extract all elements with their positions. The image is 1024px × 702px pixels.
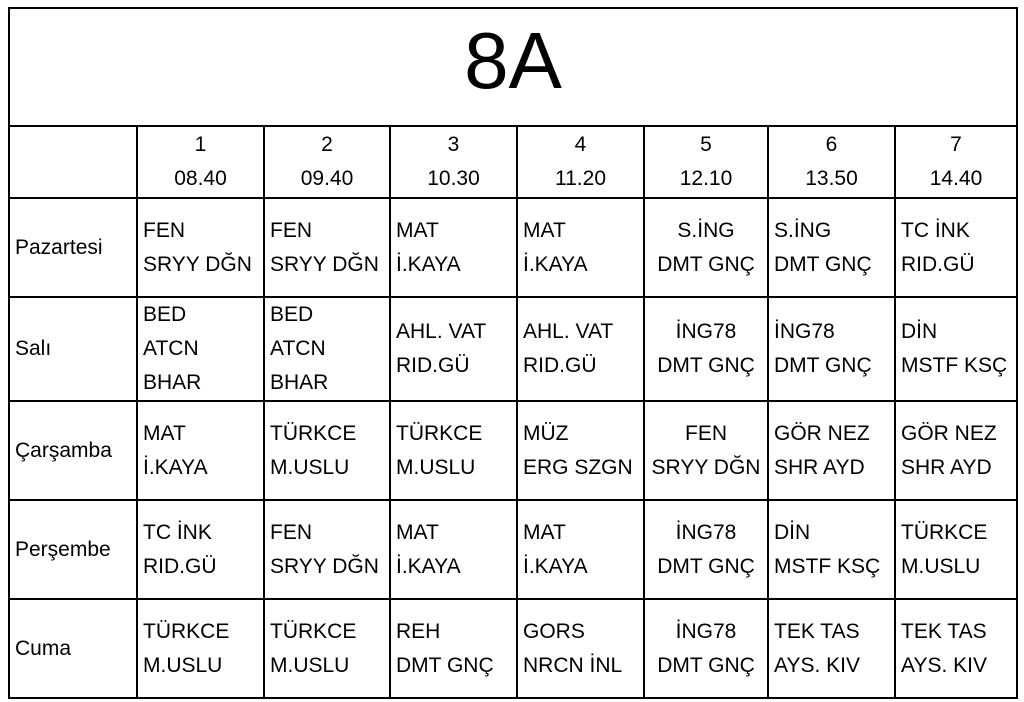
lesson-teacher: SHR AYD xyxy=(774,455,865,479)
timetable xyxy=(8,7,1018,699)
lesson-subject: MAT xyxy=(523,218,566,242)
day-name: Salı xyxy=(9,297,137,401)
lesson-cell xyxy=(644,401,768,500)
lesson-teacher: SRYY DĞN xyxy=(651,455,761,479)
lesson-teacher: AYS. KIV xyxy=(901,653,987,677)
lesson-cell xyxy=(768,297,895,401)
lesson-cell xyxy=(768,198,895,297)
lesson-cell xyxy=(390,500,517,599)
day-name: Cuma xyxy=(9,599,137,698)
lesson-teacher: BHAR xyxy=(143,371,202,394)
lesson-teacher: DMT GNÇ xyxy=(657,252,755,276)
lesson-cell xyxy=(390,198,517,297)
lesson-teacher: DMT GNÇ xyxy=(657,554,755,578)
lesson-cell xyxy=(895,198,1017,297)
lesson-teacher: RID.GÜ xyxy=(396,354,470,377)
corner-cell xyxy=(9,126,137,198)
lesson-cell xyxy=(644,297,768,401)
period-time: 11.20 xyxy=(555,167,606,190)
lesson-subject: İNG78 xyxy=(774,320,835,343)
day-row xyxy=(9,500,1017,599)
lesson-subject: BED xyxy=(270,303,314,326)
period-header-5 xyxy=(644,126,768,198)
lesson-teacher: M.USLU xyxy=(270,455,350,479)
lesson-teacher: ERG SZGN xyxy=(523,455,633,479)
lesson-subject: MAT xyxy=(396,520,439,544)
lesson-subject: TEK TAS xyxy=(774,619,860,643)
lesson-subject: FEN xyxy=(143,218,185,242)
period-header-4 xyxy=(517,126,644,198)
lesson-teacher: SRYY DĞN xyxy=(270,554,379,578)
lesson-cell xyxy=(644,198,768,297)
lesson-subject: İNG78 xyxy=(675,320,737,343)
lesson-subject: REH xyxy=(396,619,441,643)
class-title-cell xyxy=(9,8,1017,126)
period-header-3 xyxy=(390,126,517,198)
lesson-cell xyxy=(768,401,895,500)
lesson-cell xyxy=(390,401,517,500)
lesson-subject: TC İNK xyxy=(143,520,212,544)
lesson-subject: FEN xyxy=(685,421,727,445)
lesson-cell xyxy=(517,599,644,698)
period-number: 2 xyxy=(321,133,333,156)
lesson-teacher: RID.GÜ xyxy=(143,554,217,578)
period-number: 3 xyxy=(447,133,460,156)
lesson-cell xyxy=(768,500,895,599)
lesson-subject: S.İNG xyxy=(677,218,735,242)
lesson-teacher: İ.KAYA xyxy=(143,455,208,479)
lesson-cell xyxy=(644,500,768,599)
period-time: 08.40 xyxy=(174,167,227,190)
lesson-teacher: AYS. KIV xyxy=(774,653,860,677)
lesson-subject: TEK TAS xyxy=(901,619,987,643)
lesson-cell xyxy=(137,599,264,698)
lesson-cell xyxy=(895,297,1017,401)
period-number: 1 xyxy=(194,133,207,156)
lesson-subject: S.İNG xyxy=(774,218,832,242)
lesson-teacher: M.USLU xyxy=(270,653,350,677)
lesson-subject: TÜRKCE xyxy=(143,619,230,643)
day-row xyxy=(9,599,1017,698)
period-time: 12.10 xyxy=(679,167,733,190)
lesson-cell xyxy=(264,500,390,599)
lesson-subject: AHL. VAT xyxy=(396,320,487,343)
lesson-subject: GÖR NEZ xyxy=(901,421,997,445)
lesson-subject: DİN xyxy=(774,520,811,544)
period-number: 7 xyxy=(950,133,962,156)
day-name: Perşembe xyxy=(9,500,137,599)
lesson-teacher: İ.KAYA xyxy=(396,554,461,578)
lesson-subject: AHL. VAT xyxy=(523,320,614,343)
lesson-teacher: BHAR xyxy=(270,371,329,394)
lesson-teacher: İ.KAYA xyxy=(523,252,588,276)
lesson-subject: TÜRKCE xyxy=(270,421,357,445)
lesson-cell xyxy=(895,401,1017,500)
period-header-6 xyxy=(768,126,895,198)
lesson-teacher: DMT GNÇ xyxy=(774,252,872,276)
lesson-teacher: M.USLU xyxy=(143,653,223,677)
period-number: 5 xyxy=(700,133,712,156)
lesson-subject: İNG78 xyxy=(675,520,737,544)
lesson-cell xyxy=(264,198,390,297)
lesson-teacher: RID.GÜ xyxy=(523,354,597,377)
lesson-cell xyxy=(895,500,1017,599)
lesson-subject: MAT xyxy=(396,218,439,242)
period-time: 13.50 xyxy=(805,167,858,190)
period-header-7 xyxy=(895,126,1017,198)
period-time: 10.30 xyxy=(427,167,480,190)
lesson-subject: MÜZ xyxy=(523,421,569,445)
period-header-row xyxy=(9,126,1017,198)
lesson-cell xyxy=(264,401,390,500)
period-number: 6 xyxy=(825,133,838,156)
lesson-cell xyxy=(264,599,390,698)
lesson-subject: DİN xyxy=(901,320,938,343)
lesson-subject: FEN xyxy=(270,520,312,544)
lesson-cell xyxy=(137,297,264,401)
lesson-teacher: DMT GNÇ xyxy=(657,354,755,377)
lesson-cell xyxy=(644,599,768,698)
lesson-cell xyxy=(390,297,517,401)
lesson-teacher: MSTF KSÇ xyxy=(774,554,881,578)
lesson-cell xyxy=(517,297,644,401)
lesson-cell xyxy=(137,401,264,500)
lesson-subject: BED xyxy=(143,303,187,326)
lesson-subject: TÜRKCE xyxy=(901,520,988,544)
lesson-cell xyxy=(264,297,390,401)
lesson-teacher: MSTF KSÇ xyxy=(901,354,1008,377)
lesson-teacher: NRCN İNL xyxy=(523,653,623,677)
period-header-1 xyxy=(137,126,264,198)
period-number: 4 xyxy=(574,133,587,156)
lesson-cell xyxy=(137,198,264,297)
period-header-2 xyxy=(264,126,390,198)
lesson-cell xyxy=(137,500,264,599)
day-row xyxy=(9,198,1017,297)
lesson-teacher: İ.KAYA xyxy=(396,252,461,276)
period-time: 14.40 xyxy=(929,167,983,190)
lesson-teacher: M.USLU xyxy=(396,455,476,479)
lesson-subject: FEN xyxy=(270,218,312,242)
lesson-teacher: İ.KAYA xyxy=(523,554,588,578)
lesson-subject: MAT xyxy=(143,421,186,445)
day-row xyxy=(9,297,1017,401)
lesson-cell xyxy=(768,599,895,698)
lesson-subject: İNG78 xyxy=(675,619,737,643)
day-name: Pazartesi xyxy=(9,198,137,297)
lesson-teacher: DMT GNÇ xyxy=(774,354,872,377)
lesson-cell xyxy=(517,500,644,599)
class-title: 8A xyxy=(464,16,562,105)
lesson-teacher: M.USLU xyxy=(901,554,981,578)
lesson-subject: GORS xyxy=(523,619,585,643)
lesson-cell xyxy=(390,599,517,698)
lesson-teacher: DMT GNÇ xyxy=(396,653,494,677)
lesson-cell xyxy=(895,599,1017,698)
lesson-teacher: DMT GNÇ xyxy=(657,653,755,677)
lesson-subject: TÜRKCE xyxy=(396,421,483,445)
lesson-cell xyxy=(517,198,644,297)
lesson-subject: TC İNK xyxy=(901,218,970,242)
lesson-teacher: SRYY DĞN xyxy=(143,252,252,276)
lesson-teacher: SRYY DĞN xyxy=(270,252,379,276)
lesson-cell xyxy=(517,401,644,500)
period-time: 09.40 xyxy=(300,167,354,190)
lesson-teacher: SHR AYD xyxy=(901,455,992,479)
lesson-subject: MAT xyxy=(523,520,566,544)
lesson-subject: TÜRKCE xyxy=(270,619,357,643)
day-name: Çarşamba xyxy=(9,401,137,500)
lesson-teacher: ATCN xyxy=(270,337,326,360)
lesson-teacher: ATCN xyxy=(143,337,199,360)
lesson-teacher: RID.GÜ xyxy=(901,252,975,276)
lesson-subject: GÖR NEZ xyxy=(774,421,870,445)
day-row xyxy=(9,401,1017,500)
